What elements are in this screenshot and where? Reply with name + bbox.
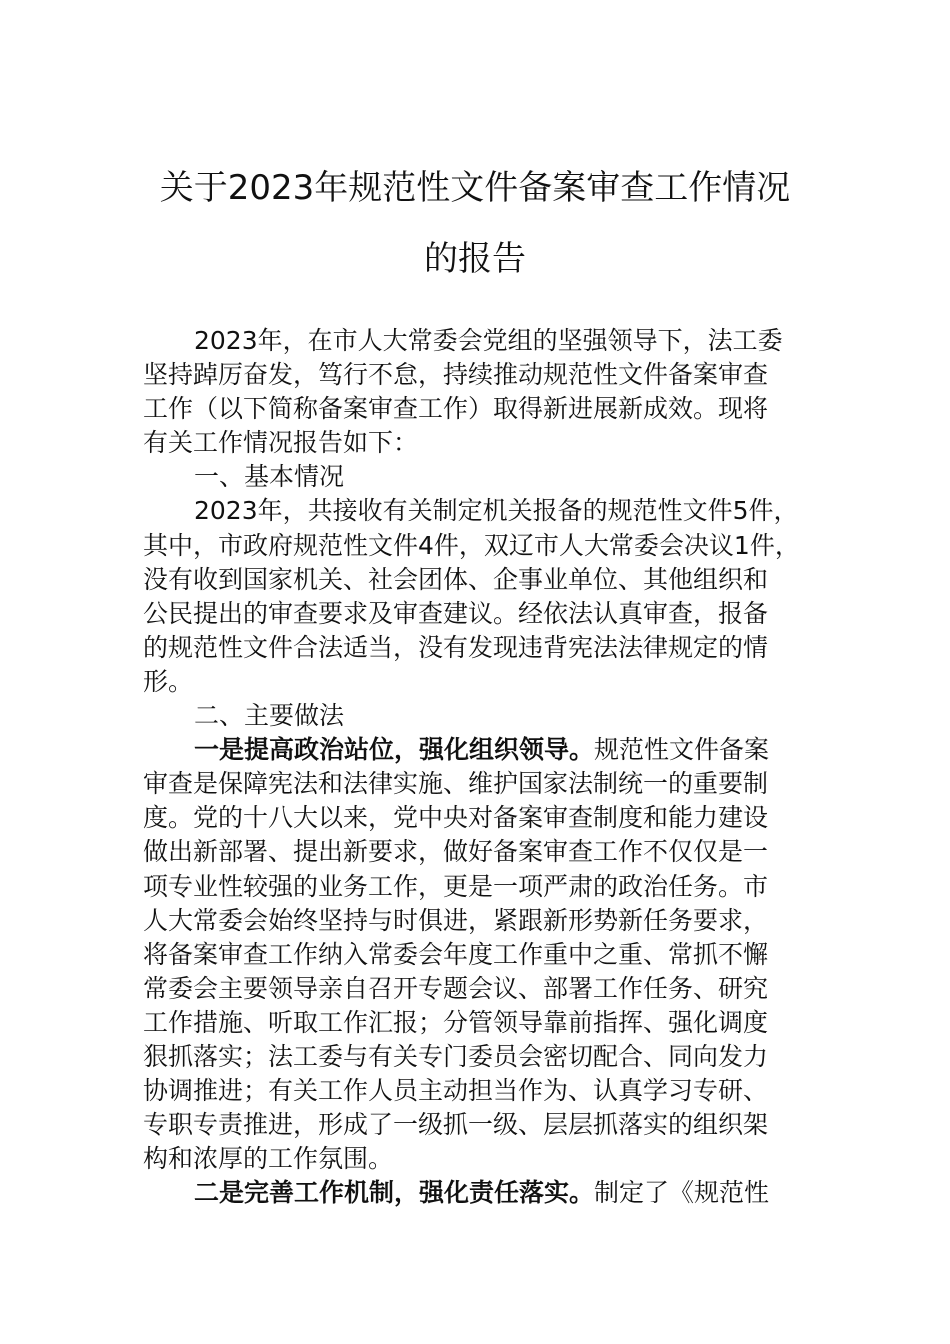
paragraph-line — [143, 494, 838, 528]
paragraph-line — [143, 631, 838, 665]
paragraph-line — [143, 699, 838, 733]
line-text: 坚持踔厉奋发，笃行不怠，持续推动规范性文件备案审查 — [143, 360, 769, 390]
line-text: 2023年，在市人大常委会党组的坚强领导下，法工委 — [194, 326, 783, 355]
paragraph-line — [143, 665, 838, 699]
paragraph-line — [143, 733, 838, 767]
paragraph-line — [143, 1040, 838, 1074]
line-text: 项专业性较强的业务工作，更是一项严肃的政治任务。市 — [143, 871, 769, 901]
line-text: 常委会主要领导亲自召开专题会议、部署工作任务、研究 — [143, 973, 769, 1003]
paragraph-line — [143, 767, 838, 801]
line-text: 审查是保障宪法和法律实施、维护国家法制统一的重要制 — [143, 769, 769, 799]
line-text: 形。 — [143, 666, 194, 696]
paragraph-line — [143, 529, 838, 563]
document-title-line-2: 的报告 — [424, 239, 526, 279]
line-text: 构和浓厚的工作氛围。 — [143, 1144, 394, 1174]
line-text: 协调推进；有关工作人员主动担当作为、认真学习专研、 — [143, 1076, 769, 1106]
line-text: 度。党的十八大以来，党中央对备案审查制度和能力建设 — [143, 803, 769, 833]
paragraph-line — [143, 870, 838, 904]
paragraph-line — [143, 801, 838, 835]
paragraph-line — [143, 835, 838, 869]
paragraph-line — [143, 324, 838, 358]
paragraph-line — [143, 1176, 838, 1210]
line-text: 其中，市政府规范性文件4件，双辽市人大常委会决议1件， — [143, 530, 800, 560]
paragraph-line — [143, 392, 838, 426]
paragraph-line — [143, 358, 838, 392]
paragraph-line — [143, 1074, 838, 1108]
line-text: 规范性文件备案 — [594, 735, 770, 765]
line-text: 工作（以下简称备案审查工作）取得新进展新成效。现将 — [143, 394, 769, 424]
paragraph-line — [143, 938, 838, 972]
line-text: 二、主要做法 — [194, 701, 345, 731]
bold-lead-phrase: 二是完善工作机制，强化责任落实。 — [194, 1178, 595, 1208]
line-text: 工作措施、听取工作汇报；分管领导靠前指挥、强化调度 — [143, 1007, 769, 1037]
line-text: 人大常委会始终坚持与时俱进，紧跟新形势新任务要求， — [143, 905, 769, 935]
line-text: 将备案审查工作纳入常委会年度工作重中之重、常抓不懈 — [143, 939, 769, 969]
paragraph-line — [143, 1108, 838, 1142]
line-text: 2023年，共接收有关制定机关报备的规范性文件5件， — [194, 496, 799, 526]
line-text: 没有收到国家机关、社会团体、企事业单位、其他组织和 — [143, 564, 769, 594]
line-text: 狠抓落实；法工委与有关专门委员会密切配合、同向发力 — [143, 1041, 769, 1071]
document-title-line-1: 关于2023年规范性文件备案审查工作情况 — [159, 168, 791, 208]
line-text: 一、基本情况 — [194, 462, 345, 492]
paragraph-line — [143, 972, 838, 1006]
paragraph-line — [143, 563, 838, 597]
paragraph-line — [143, 1142, 838, 1176]
line-text: 有关工作情况报告如下： — [143, 428, 419, 458]
line-text: 做出新部署、提出新要求，做好备案审查工作不仅仅是一 — [143, 837, 769, 867]
paragraph-line — [143, 1006, 838, 1040]
paragraph-line — [143, 904, 838, 938]
bold-lead-phrase: 一是提高政治站位，强化组织领导。 — [194, 735, 595, 765]
line-text: 专职专责推进，形成了一级抓一级、层层抓落实的组织架 — [143, 1110, 769, 1140]
line-text: 公民提出的审查要求及审查建议。经依法认真审查，报备 — [143, 598, 769, 628]
paragraph-line — [143, 460, 838, 494]
line-text: 制定了《规范性 — [594, 1178, 770, 1208]
paragraph-line — [143, 597, 838, 631]
document-body — [143, 324, 838, 1210]
paragraph-line — [143, 426, 838, 460]
line-text: 的规范性文件合法适当，没有发现违背宪法法律规定的情 — [143, 632, 769, 662]
